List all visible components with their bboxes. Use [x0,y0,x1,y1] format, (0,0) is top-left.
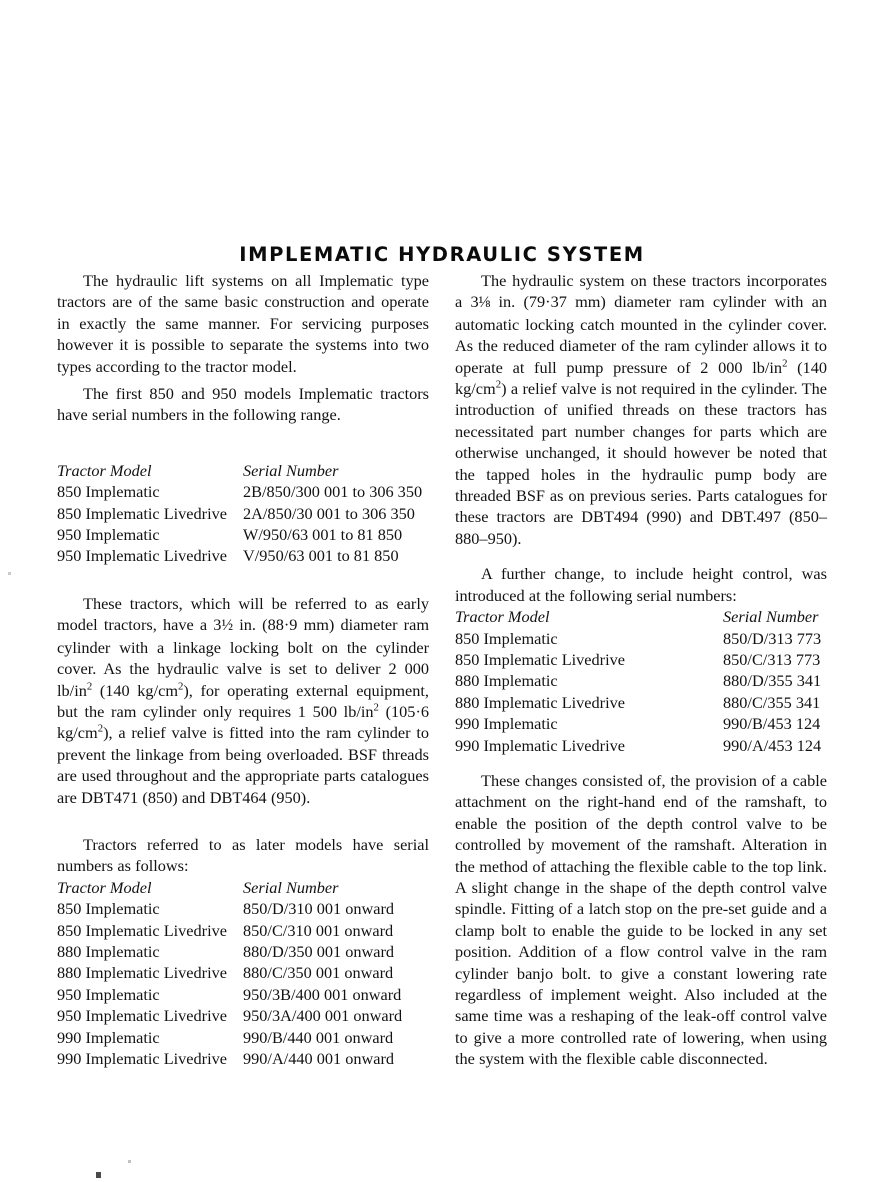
text-fragment: (140 kg/cm [92,680,178,700]
cell-tractor-model: 990 Implematic Livedrive [57,1049,227,1068]
text-fragment: ) a relief valve is not required in the cylinder. The introduction of unified threads on these tractors has necessitated part number changes for parts which are otherwise unchanged, it should however be noted that the tapped holes in the hydraulic pump body are threaded BSF as on previous series. Parts catalogues for these tractors are DBT494 (990) and DBT.497 (850–880–950). [455,379,827,548]
scan-artifact [96,1172,101,1178]
table-row [57,1048,429,1069]
cell-serial-number: 990/B/453 124 [723,714,821,734]
table-header-row [455,606,827,627]
text-fragment: These tractors, which will be referred to as early model tractors, have a 3 [57,593,429,635]
cell-tractor-model: 850 Implematic Livedrive [57,920,227,940]
cell-tractor-model: 850 Implematic [57,899,160,919]
table-row [57,503,429,524]
cell-serial-number: 990/B/440 001 onward [243,1027,394,1047]
paragraph-intro: The hydraulic lift systems on all Implematic type tractors are of the same basic construction and operate in exactly the same manner. For servicing purposes however it is possible to separate the systems into two types according to the tractor model. [57,271,429,376]
table-row [57,962,429,983]
superscript-squared: 2 [178,680,184,693]
cell-tractor-model: 880 Implematic [455,671,558,691]
right-column [455,270,827,1070]
table-header-row [57,877,429,898]
table-row [57,481,429,502]
text-fragment: ), a relief valve is fitted into the ram cylinder to prevent the linkage from being overloaded. BSF threads are used throughout and the appropriate parts catalogues are DBT471 (850) and DBT464 (950). [57,723,429,807]
text-fragment: in. (79·37 mm) diameter ram cylinder with an automatic locking catch mounted in the cylinder cover. As the reduced diameter of the ram cylinder allows it to operate at full pump pressure of 2 000 lb/in [455,292,827,377]
column-header-tractor-model: Tractor Model [455,607,550,627]
text-fragment: The hydraulic system on these tractors incorporates a 3 [455,271,827,312]
superscript-squared: 2 [495,378,502,391]
cell-tractor-model: 880 Implematic [57,941,160,961]
paragraph-hydraulic-system [455,270,827,549]
cell-tractor-model: 880 Implematic Livedrive [455,692,625,712]
cell-tractor-model: 990 Implematic [455,714,558,734]
superscript-squared: 2 [97,722,104,735]
table-row [57,1005,429,1026]
text-fragment: (140 kg/cm [455,357,827,399]
superscript-squared: 2 [373,701,379,714]
table-header-row [57,460,429,481]
paragraph-later-models: Tractors referred to as later models have serial numbers as follows: [57,834,429,876]
table-row [455,670,827,691]
cell-tractor-model: 880 Implematic Livedrive [57,963,227,983]
table-row [57,1027,429,1048]
table-row [57,941,429,962]
cell-serial-number: 850/C/313 773 [723,649,821,669]
cell-tractor-model: 850 Implematic Livedrive [57,503,227,523]
cell-serial-number: 2A/850/30 001 to 306 350 [243,503,415,523]
table-row [455,628,827,649]
cell-tractor-model: 850 Implematic [455,628,558,648]
fraction-one-half: ½ [221,617,234,635]
cell-serial-number: 850/D/313 773 [723,628,822,648]
cell-serial-number: 850/C/310 001 onward [243,920,394,940]
spacer [455,756,827,770]
cell-serial-number: 990/A/453 124 [723,735,822,755]
spacer [57,808,429,834]
cell-tractor-model: 850 Implematic Livedrive [455,649,625,669]
table-row [57,898,429,919]
cell-tractor-model: 950 Implematic [57,984,160,1004]
column-header-tractor-model: Tractor Model [57,460,152,480]
cell-tractor-model: 950 Implematic [57,525,160,545]
column-header-serial-number: Serial Number [243,460,339,480]
scan-artifact [8,572,11,575]
table-row [57,524,429,545]
table-row [455,649,827,670]
superscript-squared: 2 [782,357,788,370]
spacer [57,567,429,593]
paragraph-further-change: A further change, to include height control, was introduced at the following serial numbers: [455,564,827,605]
scan-artifact [128,1160,131,1163]
cell-serial-number: 880/C/350 001 onward [243,963,394,983]
cell-tractor-model: 850 Implematic [57,482,160,502]
column-header-tractor-model: Tractor Model [57,877,152,897]
text-fragment: (105·6 kg/cm [57,701,430,743]
page-title: IMPLEMATIC HYDRAULIC SYSTEM [239,243,645,267]
fraction-one-eighth: ⅛ [478,294,491,312]
table-row [455,735,827,756]
cell-serial-number: 880/D/350 001 onward [243,941,395,961]
cell-serial-number: W/950/63 001 to 81 850 [243,525,403,545]
paragraph-first-models: The first 850 and 950 models Implematic tractors have serial numbers in the following range. [57,384,429,425]
spacer [57,426,429,460]
cell-tractor-model: 990 Implematic Livedrive [455,735,625,755]
cell-serial-number: 850/D/310 001 onward [243,899,395,919]
column-header-serial-number: Serial Number [723,607,819,627]
cell-serial-number: 2B/850/300 001 to 306 350 [243,482,423,502]
cell-serial-number: 950/3A/400 001 onward [243,1006,403,1026]
cell-serial-number: 880/C/355 341 [723,692,821,712]
text-fragment: ), for operating external equipment, but the ram cylinder only requires 1 500 lb/in [57,680,429,721]
left-column [57,270,429,1069]
cell-serial-number: V/950/63 001 to 81 850 [243,546,399,566]
table-height-control-serial-numbers [455,606,827,756]
table-row [57,920,429,941]
table-early-serial-numbers [57,460,429,567]
column-header-serial-number: Serial Number [243,877,339,897]
spacer [455,549,827,563]
cell-tractor-model: 950 Implematic Livedrive [57,1006,227,1026]
cell-serial-number: 950/3B/400 001 onward [243,984,402,1004]
table-row [57,545,429,566]
table-row [57,984,429,1005]
table-row [455,692,827,713]
paragraph-changes-description: These changes consisted of, the provision of a cable attachment on the right-hand end of the ramshaft, to enable the position of the depth control valve to be controlled by movement of the ramshaft. Alteration in the method of attaching the flexible cable to the top link. A slight change in the shape of the depth control valve spindle. Fitting of a latch stop on the pre-set guide and a clamp bolt to enable the guide to be locked in any set position. Addition of a flow control valve in the ram cylinder banjo bolt. to give a constant lowering rate regardless of implement weight. Also included at the same time was a reshaping of the leak-off control valve to give a more controlled rate of lowering, when using the system with the flexible cable disconnected. [455,770,827,1069]
superscript-squared: 2 [86,680,93,693]
text-fragment: in. (88·9 mm) diameter ram cylinder with a linkage locking bolt on the cylinder cover. As the hydraulic valve is set to deliver 2 000 lb/in [57,615,429,700]
cell-tractor-model: 950 Implematic Livedrive [57,546,227,566]
paragraph-early-model-tractors [57,593,429,808]
cell-serial-number: 880/D/355 341 [723,671,822,691]
cell-tractor-model: 990 Implematic [57,1027,160,1047]
table-row [455,713,827,734]
cell-serial-number: 990/A/440 001 onward [243,1049,395,1068]
table-later-serial-numbers [57,877,429,1070]
